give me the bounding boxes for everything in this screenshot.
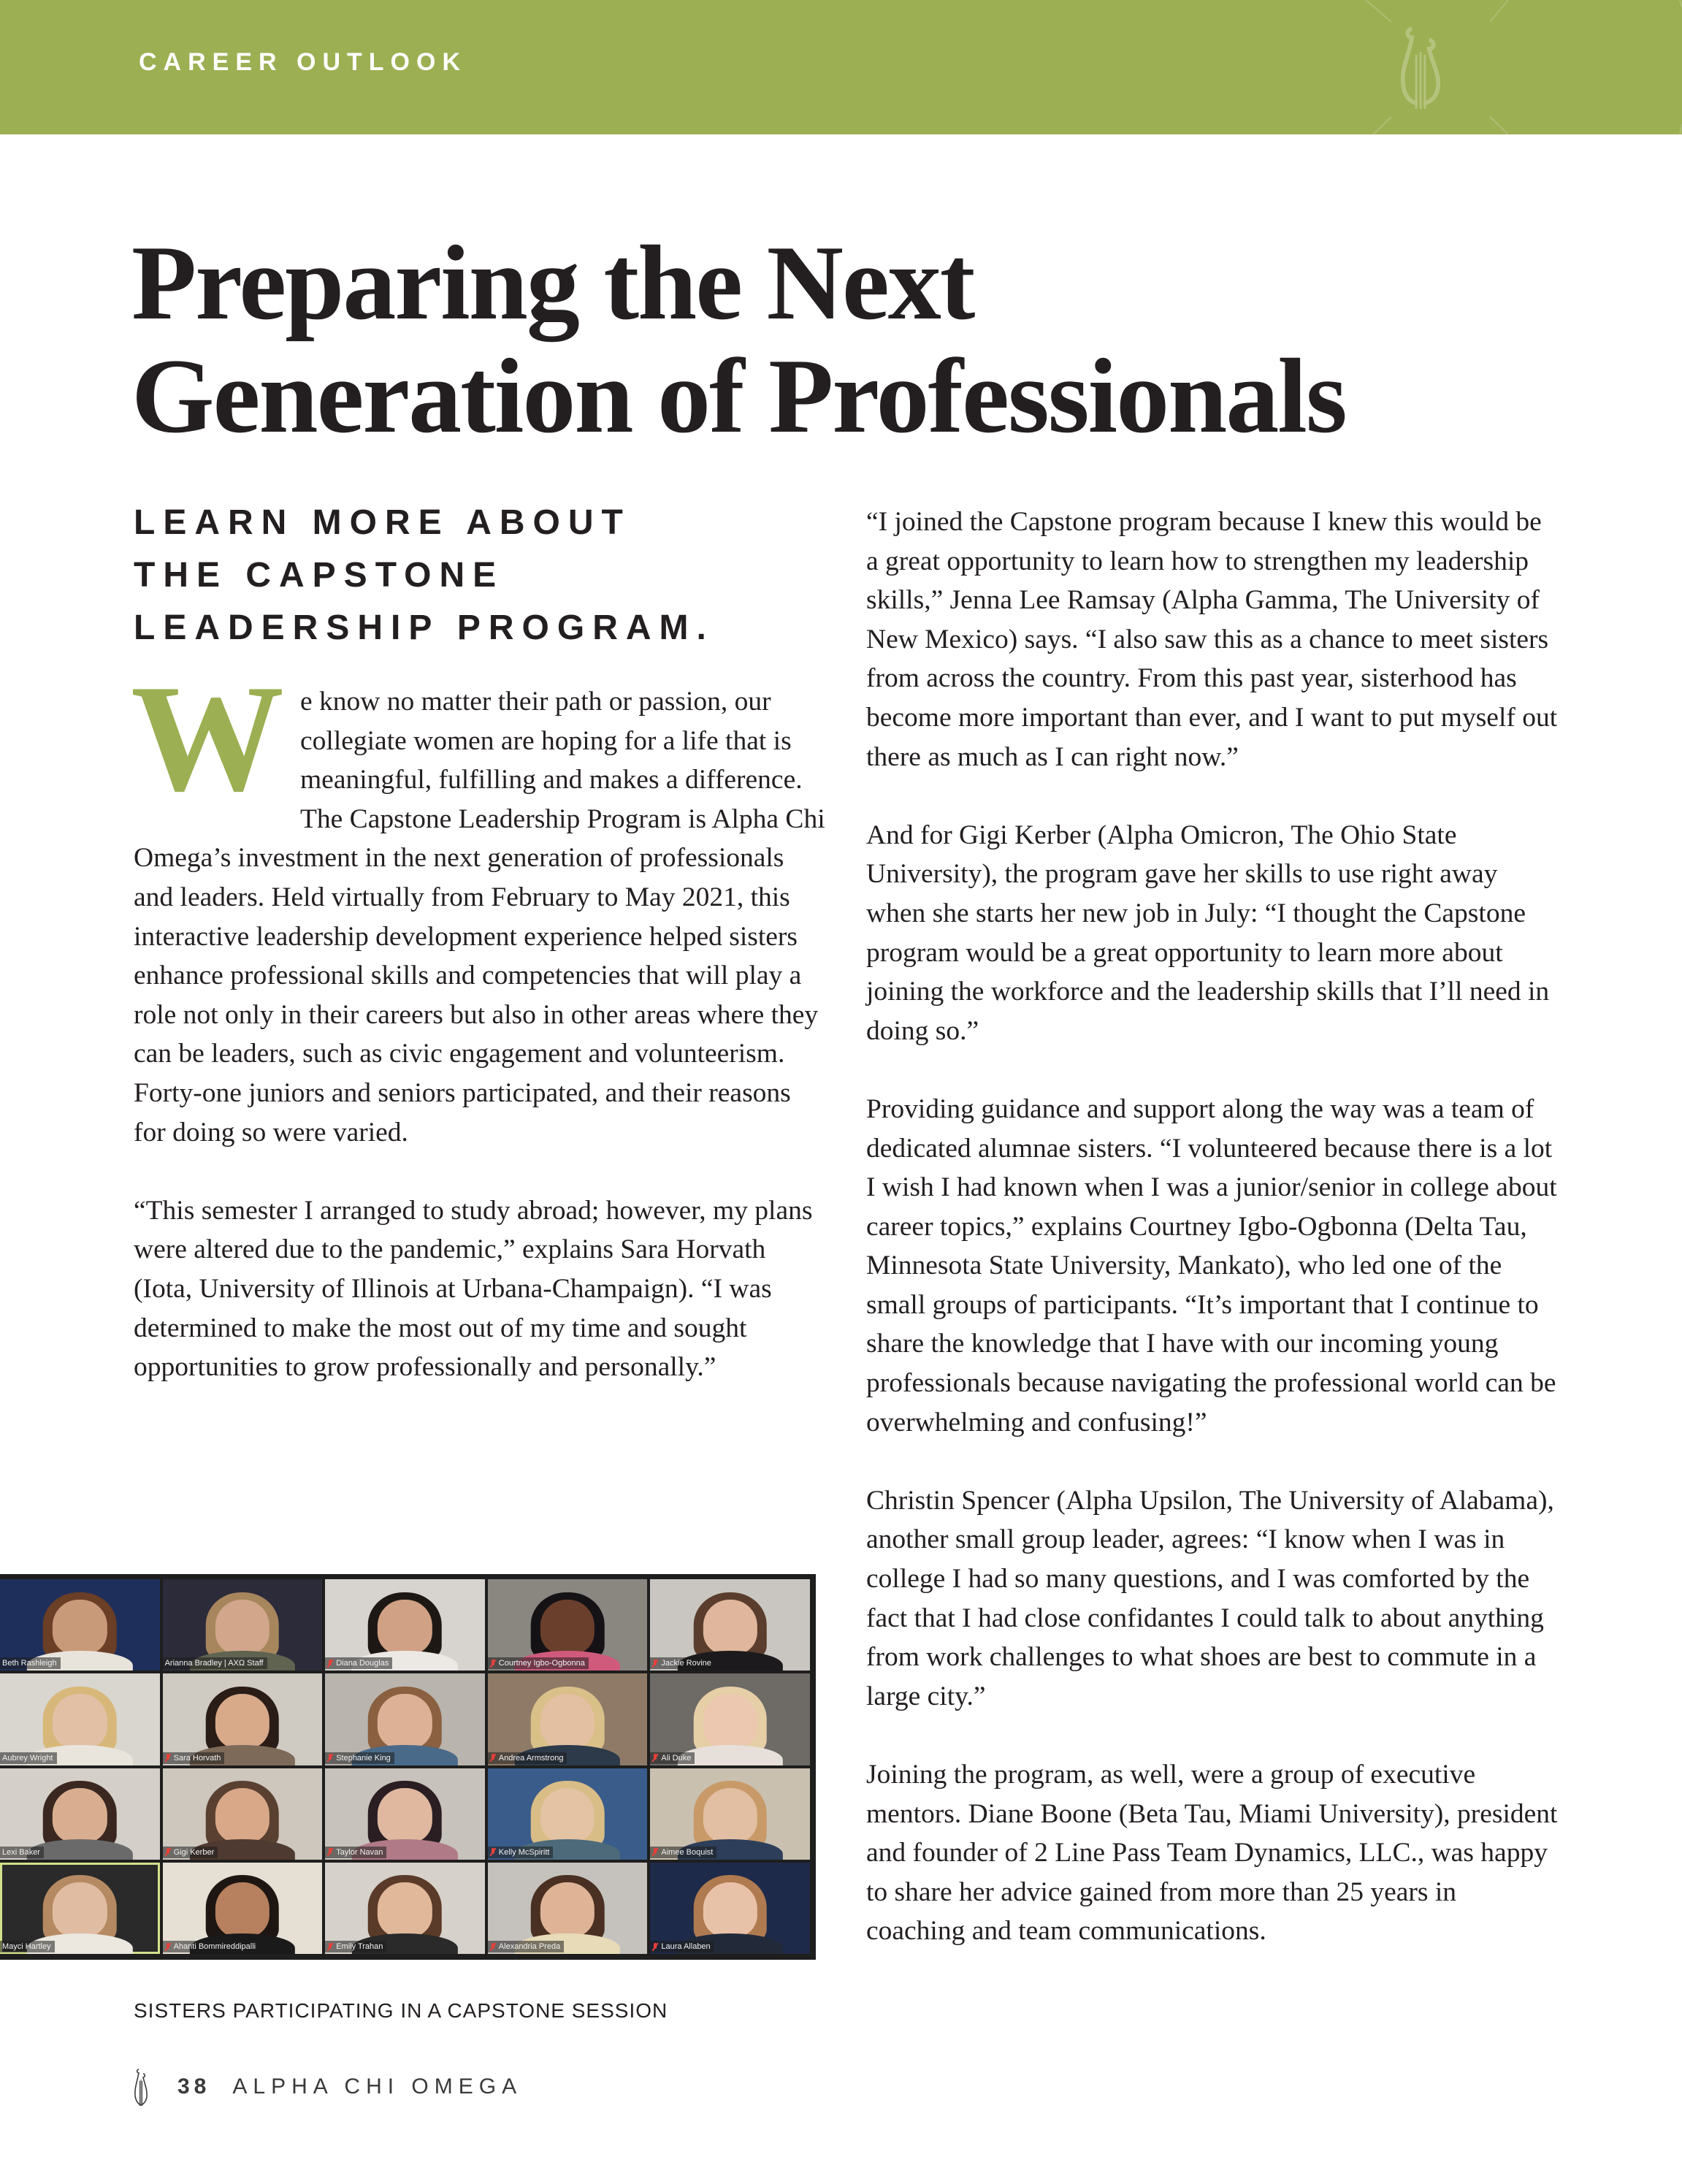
participant-name: Kelly McSpiritt xyxy=(498,1847,550,1857)
participant-name: Sara Horvath xyxy=(173,1753,221,1763)
article-title xyxy=(131,226,1592,453)
participant-name-tag xyxy=(488,1941,564,1952)
body-paragraph: Joining the program, as well, were a group of executive mentors. Diane Boone (Beta Tau, Miami University), president and founder of 2 Line Pass Team Dynamics, LLC., was happy to share her advice gained from more than 25 years in coaching and team communications. xyxy=(866,1760,1558,1947)
participant-face xyxy=(53,1882,107,1937)
participant-name: Andrea Armstrong xyxy=(498,1753,564,1763)
participant-name-tag xyxy=(0,1941,55,1952)
kicker-line-1: LEARN MORE ABOUT xyxy=(134,503,631,542)
mic-muted-icon xyxy=(327,1754,333,1762)
mic-muted-icon xyxy=(652,1660,658,1668)
participant-name: Courtney Igbo-Ogbonna xyxy=(498,1659,585,1668)
participant-name-tag xyxy=(488,1657,589,1669)
participant-video-tile xyxy=(0,1863,160,1954)
mic-muted-icon xyxy=(327,1660,333,1668)
participant-video-tile xyxy=(650,1673,810,1765)
participant-face xyxy=(540,1600,595,1654)
mic-muted-icon xyxy=(490,1943,496,1951)
participant-name-tag xyxy=(0,1752,57,1764)
mic-muted-icon xyxy=(490,1848,496,1856)
participant-name: Jackie Rovine xyxy=(661,1659,711,1668)
mic-muted-icon xyxy=(327,1943,333,1951)
page-footer xyxy=(134,2066,522,2107)
participant-name: Diana Douglas xyxy=(336,1659,389,1668)
participant-name-tag xyxy=(163,1752,225,1764)
kicker-line-2: THE CAPSTONE xyxy=(134,556,505,595)
body-paragraph: “This semester I arranged to study abroad; however, my plans were altered due to the pandemic,” explains Sara Horvath (Iota, University of Illinois at Urbana-Champaign). “I was determined to make the most out of my time and sought opportunities to grow professionally and personally.” xyxy=(134,1195,813,1383)
participant-name: Stephanie King xyxy=(336,1753,391,1763)
mic-muted-icon xyxy=(165,1754,171,1762)
participant-video-tile xyxy=(650,1579,810,1671)
participant-video-tile xyxy=(325,1863,485,1954)
participant-video-tile xyxy=(488,1863,648,1954)
mic-muted-icon xyxy=(490,1754,496,1762)
participant-name-tag xyxy=(325,1847,386,1858)
participant-face xyxy=(215,1882,269,1937)
lede-text: e know no matter their path or passion, our collegiate women are hoping for a life that is meaningful, fulfilling and makes a difference. The Capstone Leadership Program is Alpha Chi Omega’s investment in the next generation of professionals and leaders. Held virtually from February to May 2021, this interactive leadership development experience helped sisters enhance professional skills and competencies that will play a role not only in their careers but also in other areas where they can be leaders, such as civic engagement and volunteerism. Forty-one juniors and seniors participated, and their reasons for doing so were varied. xyxy=(134,687,825,1148)
participant-name: Taylor Navan xyxy=(336,1847,383,1857)
left-column xyxy=(131,497,827,1387)
participant-video-tile xyxy=(163,1673,323,1765)
participant-name-tag xyxy=(650,1657,714,1669)
participant-face xyxy=(378,1600,432,1654)
body-paragraph: Providing guidance and support along the way was a team of dedicated alumnae sisters. “I volunteered because there is a lot I wish I had known when I was a junior/senior in college about career topics,” explains Courtney Igbo-Ogbonna (Delta Tau, Minnesota State University, Mankato), who led one of the small groups of participants. “It’s important that I continue to share the knowledge that I have with our incoming young professionals because navigating the professional world can be overwhelming and confusing!” xyxy=(866,1093,1557,1437)
mic-muted-icon xyxy=(652,1754,658,1762)
participant-face xyxy=(703,1882,757,1937)
participant-video-tile xyxy=(163,1863,323,1954)
participant-face xyxy=(703,1600,757,1654)
participant-name: Mayci Hartley xyxy=(2,1942,51,1951)
participant-name: Laura Allaben xyxy=(661,1942,711,1951)
participant-name-tag xyxy=(0,1847,44,1858)
participant-name-tag xyxy=(0,1657,61,1669)
participant-face xyxy=(378,1694,432,1749)
section-label: CAREER OUTLOOK xyxy=(139,48,467,76)
body-paragraph: “I joined the Capstone program because I knew this would be a great opportunity to learn how to strengthen my leadership skills,” Jenna Lee Ramsay (Alpha Gamma, The University of New Mexico) says. “I also saw this as a chance to meet sisters from across the country. From this past year, sisterhood has become more important than ever, and I want to put myself out there as much as I can right now.” xyxy=(866,507,1558,772)
participant-face xyxy=(703,1788,757,1843)
participant-video-tile xyxy=(650,1768,810,1860)
participant-name-tag xyxy=(325,1657,392,1669)
body-paragraph: And for Gigi Kerber (Alpha Omicron, The Ohio State University), the program gave her skills to use right away when she starts her new job in July: “I thought the Capstone program would be a great opportunity to learn more about joining the workforce and the leadership skills that I’ll need in doing so.” xyxy=(866,820,1550,1046)
mic-muted-icon xyxy=(652,1848,658,1856)
participant-face xyxy=(53,1600,107,1654)
participant-name-tag xyxy=(325,1941,386,1952)
participant-video-tile xyxy=(0,1673,160,1765)
participant-video-tile xyxy=(163,1579,323,1671)
participant-face xyxy=(215,1694,269,1749)
participant-name: Aimee Boquist xyxy=(661,1847,714,1857)
title-line-1: Preparing the Next xyxy=(131,224,974,342)
participant-video-tile xyxy=(325,1579,485,1671)
participant-face xyxy=(53,1694,107,1749)
mic-muted-icon xyxy=(165,1848,171,1856)
title-line-2: Generation of Professionals xyxy=(131,337,1346,455)
mic-muted-icon xyxy=(490,1660,496,1668)
participant-name: Arianna Bradley | AXΩ Staff xyxy=(164,1659,264,1668)
body-paragraph: Christin Spencer (Alpha Upsilon, The University of Alabama), another small group leader, agrees: “I know when I was in college I had so many questions, and I was comforted by the fact that I had close confidantes I could talk to about anything from work challenges to what shoes are best to commute in a large city.” xyxy=(866,1485,1554,1711)
video-call-photo xyxy=(0,1574,816,1960)
participant-name-tag xyxy=(163,1847,218,1858)
participant-name: Emily Trahan xyxy=(336,1942,383,1951)
participant-name: Gigi Kerber xyxy=(173,1847,215,1857)
participant-name-tag xyxy=(488,1752,567,1764)
photo-caption: SISTERS PARTICIPATING IN A CAPSTONE SESSION xyxy=(134,1999,668,2022)
participant-name-tag xyxy=(488,1847,554,1858)
participant-name-tag xyxy=(650,1941,714,1952)
section-header-band xyxy=(0,0,1682,134)
participant-video-tile xyxy=(0,1768,160,1860)
right-column xyxy=(866,503,1560,1951)
header-diagonal-decoration xyxy=(1337,0,1682,134)
page-number: 38 xyxy=(177,2074,211,2099)
participant-face xyxy=(540,1694,595,1749)
participant-video-tile xyxy=(488,1579,648,1671)
lyre-icon xyxy=(134,2066,148,2107)
participant-name-tag xyxy=(650,1752,695,1764)
participant-video-tile xyxy=(488,1673,648,1765)
participant-face xyxy=(703,1694,757,1749)
participant-name: Beth Rashleigh xyxy=(2,1659,57,1668)
participant-video-tile xyxy=(488,1768,648,1860)
participant-name-tag xyxy=(163,1941,260,1952)
participant-face xyxy=(540,1788,595,1843)
participant-video-tile xyxy=(163,1768,323,1860)
mic-muted-icon xyxy=(327,1848,333,1856)
participant-face xyxy=(215,1600,269,1654)
participant-face xyxy=(53,1788,107,1843)
participant-name: Ahanti Bommireddipalli xyxy=(173,1942,256,1951)
participant-name: Ali Duke xyxy=(661,1753,692,1763)
participant-face xyxy=(378,1788,432,1843)
participant-face xyxy=(378,1882,432,1937)
kicker-line-3: LEADERSHIP PROGRAM. xyxy=(134,608,714,647)
participant-video-tile xyxy=(0,1579,160,1671)
mic-muted-icon xyxy=(652,1943,658,1951)
lede-paragraph xyxy=(131,654,827,1152)
participant-video-tile xyxy=(650,1863,810,1954)
participant-name-tag xyxy=(650,1847,716,1858)
mic-muted-icon xyxy=(165,1943,171,1951)
drop-cap: W xyxy=(131,654,284,823)
participant-name: Lexi Baker xyxy=(2,1847,40,1857)
participant-face xyxy=(540,1882,595,1937)
participant-name-tag xyxy=(325,1752,394,1764)
participant-video-tile xyxy=(325,1673,485,1765)
participant-name: Alexandria Preda xyxy=(498,1942,561,1951)
kicker-heading xyxy=(134,497,827,654)
participant-face xyxy=(215,1788,269,1843)
participant-name-tag xyxy=(163,1657,267,1669)
participant-name: Aubrey Wright xyxy=(2,1753,53,1763)
participant-video-tile xyxy=(325,1768,485,1860)
publication-name: ALPHA CHI OMEGA xyxy=(232,2074,523,2099)
